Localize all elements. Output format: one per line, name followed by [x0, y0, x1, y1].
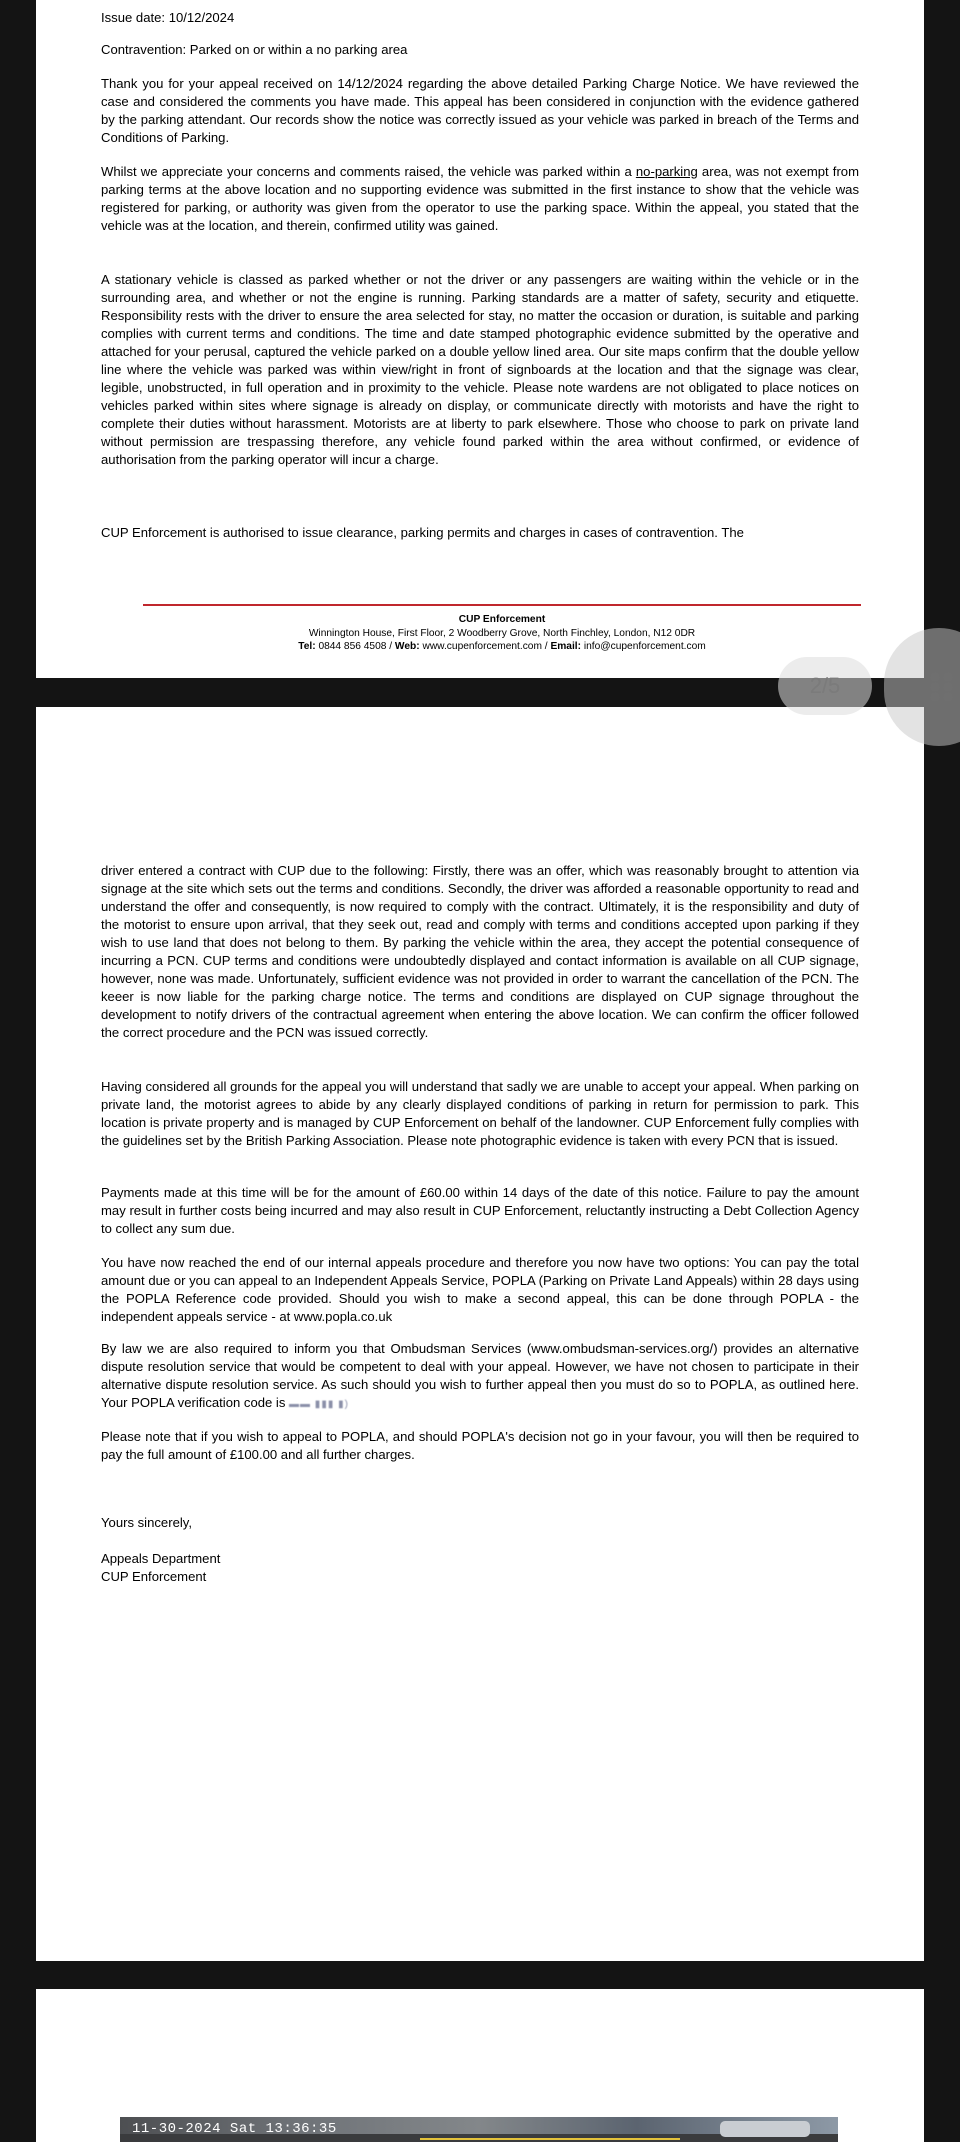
grid-icon	[930, 672, 954, 702]
paragraph	[101, 163, 859, 235]
paragraph: Thank you for your appeal received on 14/12/2024 regarding the above detailed Parking Charge Notice. We have reviewed the case and considered the comments you have made. This appeal has been considered in conjunction with the evidence gathered by the parking attendant. Our records show the notice was correctly issued as your vehicle was parked in breach of the Terms and Conditions of Parking.	[101, 76, 859, 145]
text-run: area, was not exempt from parking terms at the above location and no supporting evidence was submitted in the first instance to show that the vehicle was registered for parking, or authority was given from the operator to use the parking space. Within the appeal, you stated that the vehicle was at the location, and therein, confirmed utility was gained.	[101, 164, 859, 233]
footer-divider	[143, 604, 861, 606]
footer-address: Winnington House, First Floor, 2 Woodberry Grove, North Finchley, London, N12 0DR	[308, 627, 696, 639]
email-label: Email:	[550, 641, 582, 652]
footer-company: CUP Enforcement	[458, 614, 546, 625]
paragraph: Payments made at this time will be for the amount of £60.00 within 14 days of the date of this notice. Failure to pay the amount may result in further costs being incurred and may also result in CUP Enforcement, reluctantly instructing a Debt Collection Agency to collect any sum due.	[101, 1185, 859, 1236]
document-page-2	[36, 707, 924, 1961]
paragraph: You have now reached the end of our internal appeals procedure and therefore you now have two options: You can pay the total amount due or you can appeal to an Independent Appeals Service, POPLA (Parking on Private Land Appeals) within 28 days using the POPLA Reference code provided. Should you wish to make a second appeal, this can be done through POPLA - the independent appeals service - at www.popla.co.uk	[101, 1255, 859, 1324]
photo-timestamp: 11-30-2024 Sat 13:36:35	[132, 2121, 337, 2137]
tel-value: 0844 856 4508 /	[315, 641, 395, 652]
issue-date: Issue date: 10/12/2024	[101, 10, 235, 25]
paragraph: Please note that if you wish to appeal to POPLA, and should POPLA's decision not go in your favour, you will then be required to pay the full amount of £100.00 and all further charges.	[101, 1429, 859, 1462]
paragraph: Having considered all grounds for the appeal you will understand that sadly we are unable to accept your appeal. When parking on private land, the motorist agrees to abide by any clearly displayed conditions of parking in return for permission to park. This location is private property and is managed by CUP Enforcement on behalf of the landowner. CUP Enforcement fully complies with the guidelines set by the British Parking Association. Please note photographic evidence is taken with every PCN that is issued.	[101, 1079, 859, 1148]
page-indicator: 2/5	[778, 657, 872, 715]
yellow-line	[420, 2138, 680, 2140]
paragraph: driver entered a contract with CUP due to the following: Firstly, there was an offer, which was reasonably brought to attention via signage at the site which sets out the terms and conditions. Secondly, the driver was afforded a reasonable opportunity to read and understand the offer and consequently, is now required to comply with the contract. Ultimately, it is the responsibility and duty of the motorist to ensure upon arrival, that they seek out, read and comply with terms and conditions accepted upon parking if they wish to use land that does not belong to them. By parking the vehicle within the area, they accept the potential consequence of incurring a PCN. CUP terms and conditions were undoubtedly displayed and contact information is available on all CUP signage, however, none was made. Unfortunately, sufficient evidence was not provided in order to warrant the cancellation of the PCN. The keeer is now liable for the parking charge notice. The terms and conditions are displayed on CUP signage throughout the development to notify drivers of the contractual agreement when entering the above location. We can confirm the officer followed the correct procedure and the PCN was issued correctly.	[101, 863, 859, 1040]
document-page-3	[36, 1989, 924, 2142]
letterhead-footer	[143, 613, 861, 654]
web-value: www.cupenforcement.com /	[419, 641, 551, 652]
footer-contacts	[143, 640, 861, 654]
email-value: info@cupenforcement.com	[581, 641, 706, 652]
paragraph: A stationary vehicle is classed as parked whether or not the driver or any passengers are waiting within the vehicle or in the surrounding area, and whether or not the engine is running. Parking standards are a matter of safety, security and etiquette. Responsibility rests with the driver to ensure the area selected for stay, no matter the occasion or duration, is suitable and parking complies with current terms and conditions. The time and date stamped photographic evidence submitted by the operative and attached for your perusal, captured the vehicle parked on a double yellow lined area. Our site maps confirm that the double yellow line where the vehicle was parked was within view/right in front of signboards at the location and that the signage was clear, legible, unobstructed, in full operation and in proximity to the vehicle. Please note wardens are not obligated to place notices on vehicles parked within sites where signage is already on display, or communicate directly with motorists and have the right to complete their duties without harassment. Motorists are at liberty to park elsewhere. Those who choose to park on private land without permission are trespassing therefore, any vehicle found parked within the area without confirmed, or evidence of authorisation from the parking operator will incur a charge.	[101, 272, 859, 467]
paragraph	[101, 1340, 859, 1414]
tel-label: Tel:	[298, 641, 316, 652]
document-page-1	[36, 0, 924, 678]
paragraph: CUP Enforcement is authorised to issue clearance, parking permits and charges in cases of contravention. The	[101, 525, 744, 540]
no-parking-underlined: no-parking	[635, 164, 698, 179]
redacted-code: ▬▬ ▮▮▮ ▮)	[289, 1399, 349, 1410]
signature-department: Appeals Department	[101, 1551, 221, 1566]
text-run: Whilst we appreciate your concerns and comments raised, the vehicle was parked within a	[101, 164, 636, 179]
car-shape	[720, 2121, 810, 2137]
web-label: Web:	[394, 641, 420, 652]
closing: Yours sincerely,	[101, 1515, 192, 1530]
contravention: Contravention: Parked on or within a no parking area	[101, 42, 408, 57]
signature-company: CUP Enforcement	[101, 1569, 207, 1584]
evidence-photo	[120, 2117, 838, 2142]
text-run: By law we are also required to inform you that Ombudsman Services (www.ombudsman-services.org/) provides an alternative dispute resolution service that would be competent to deal with your appeal. However, we have not chosen to participate in their alternative dispute resolution service. As such should you wish to further appeal then you must do so to POPLA, as outlined here. Your POPLA verification code is	[101, 1341, 859, 1410]
